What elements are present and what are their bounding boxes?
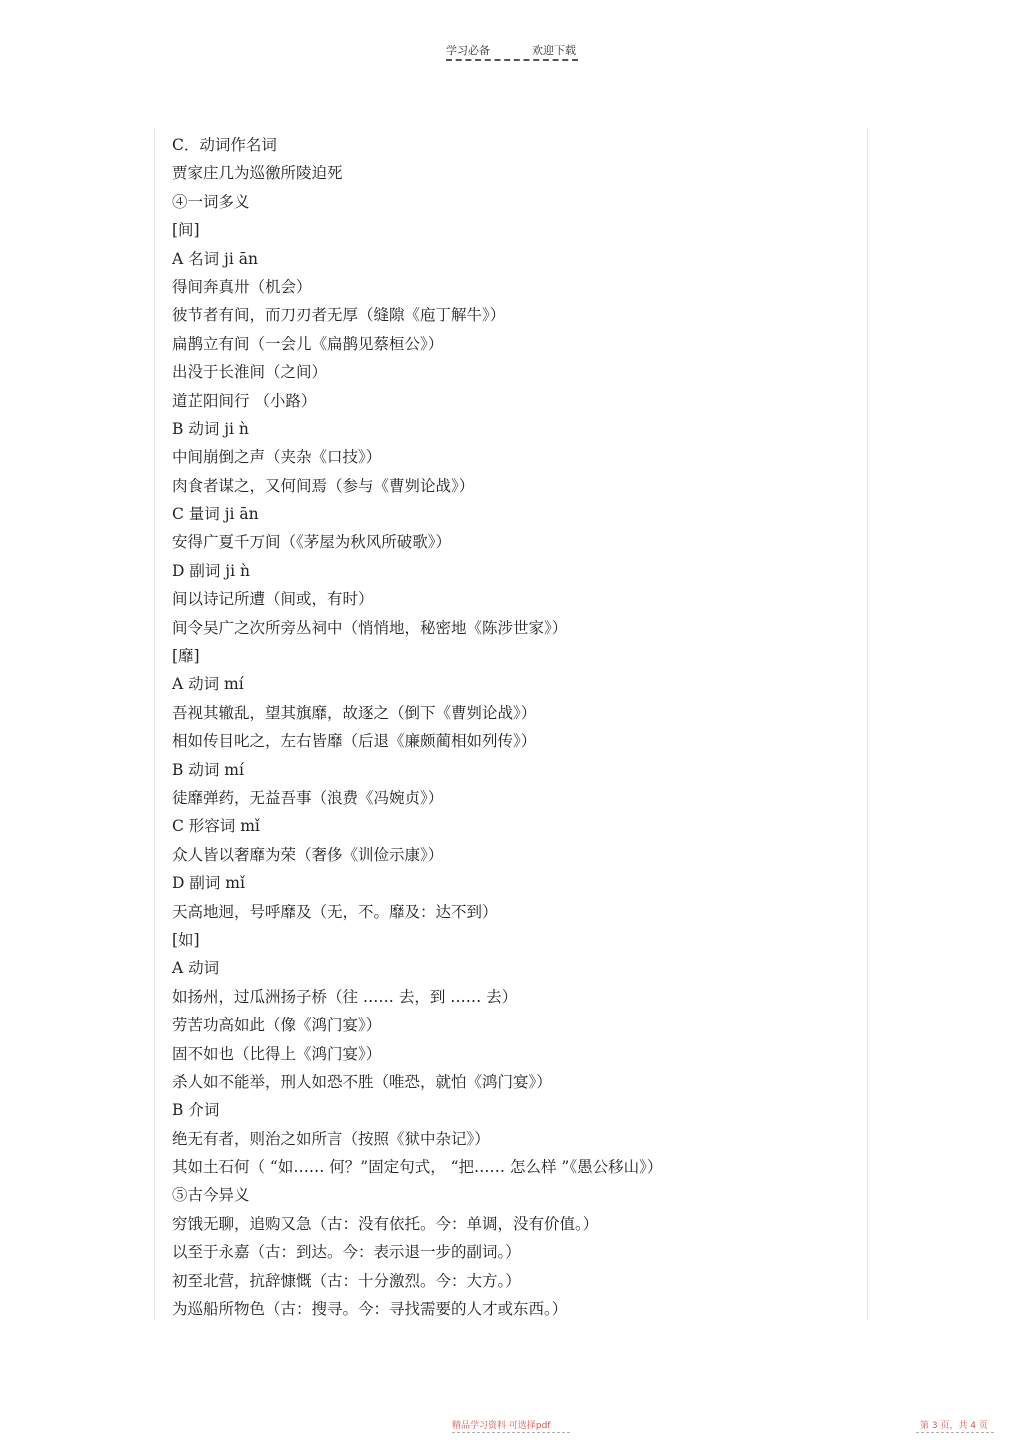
footer-left xyxy=(452,1418,550,1431)
text-line: C．动词作名词 xyxy=(172,136,277,154)
text-line: [靡] xyxy=(172,647,200,666)
text-line: 间令吴广之次所旁丛祠中（悄悄地，秘密地《陈涉世家》） xyxy=(172,618,568,637)
text-line: 肉食者谋之，又何间焉（参与《曹刿论战》） xyxy=(172,476,475,495)
footer-right xyxy=(920,1418,988,1431)
text-line: ④一词多义 xyxy=(172,192,250,211)
text-line: 中间崩倒之声（夹杂《口技》） xyxy=(172,448,382,467)
footer-left-dashed-rule xyxy=(452,1432,570,1433)
text-line: A 名词 ji ān xyxy=(172,249,258,268)
text-line: 如扬州，过瓜洲扬子桥（往 …… 去，到 …… 去） xyxy=(172,987,518,1006)
left-margin-rule xyxy=(154,128,155,1320)
text-line: 安得广夏千万间（《茅屋为秋风所破歌》） xyxy=(172,533,452,552)
text-line: C 量词 ji ān xyxy=(172,505,259,524)
text-line: 劳苦功高如此（像《鸿门宴》） xyxy=(172,1016,382,1035)
text-line: 为巡船所物色（古：搜寻。今：寻找需要的人才或东西。） xyxy=(172,1300,568,1319)
text-line: D 副词 ji ǹ xyxy=(172,561,250,580)
text-line: [间] xyxy=(172,221,200,240)
right-margin-rule xyxy=(867,128,868,1320)
text-line: 间以诗记所遭（间或，有时） xyxy=(172,590,374,609)
text-line: 穷饿无聊，追购又急（古：没有依托。今：单调，没有价值。） xyxy=(172,1214,599,1233)
text-line: ⑤古今异义 xyxy=(172,1186,250,1205)
text-line: 吾视其辙乱，望其旗靡，故逐之（倒下《曹刿论战》） xyxy=(172,703,537,722)
footer-right-dashed-rule xyxy=(916,1432,994,1433)
text-line: C 形容词 mǐ xyxy=(172,817,260,836)
text-line: 贾家庄几为巡徼所陵迫死 xyxy=(172,164,343,183)
text-line: A 动词 xyxy=(172,959,220,978)
text-line: 以至于永嘉（古：到达。今：表示退一步的副词。） xyxy=(172,1243,521,1262)
text-line: 绝无有者，则治之如所言（按照《狱中杂记》） xyxy=(172,1129,490,1148)
text-line: 天高地迥，号呼靡及（无，不。靡及：达不到） xyxy=(172,902,498,921)
text-line: 徒靡弹药，无益吾事（浪费《冯婉贞》） xyxy=(172,788,444,807)
header-right-text: 欢迎下载 xyxy=(532,44,576,57)
document-body xyxy=(172,131,862,1323)
text-line: 众人皆以奢靡为荣（奢侈《训俭示康》） xyxy=(172,845,444,864)
text-line: D 副词 mǐ xyxy=(172,874,245,893)
text-line: 初至北营，抗辞慷慨（古：十分激烈。今：大方。） xyxy=(172,1271,521,1290)
header-left-text: 学习必备 xyxy=(446,44,490,57)
text-line: 道芷阳间行 （小路） xyxy=(172,391,317,410)
text-line: B 动词 ji ǹ xyxy=(172,419,249,438)
text-line: 扁鹊立有间（一会儿《扁鹊见蔡桓公》） xyxy=(172,334,444,353)
text-line: A 动词 mí xyxy=(172,675,244,694)
text-line: 相如传目叱之，左右皆靡（后退《廉颇蔺相如列传》） xyxy=(172,732,537,751)
text-line: 其如土石何（ “如…… 何？”固定句式， “把…… 怎么样 ”《愚公移山》） xyxy=(172,1158,663,1177)
text-line: 出没于长淮间（之间） xyxy=(172,363,328,382)
text-line: [如] xyxy=(172,930,200,949)
header-dashed-rule xyxy=(446,59,578,61)
text-line: 杀人如不能举，刑人如恐不胜（唯恐，就怕《鸿门宴》） xyxy=(172,1072,552,1091)
text-line: 固不如也（比得上《鸿门宴》） xyxy=(172,1044,382,1063)
footer-left-text: 精品学习资料 可选择pdf xyxy=(452,1421,551,1431)
page-number: 第 3 页，共 4 页 xyxy=(920,1421,988,1431)
text-line: B 动词 mí xyxy=(172,760,244,779)
text-line: B 介词 xyxy=(172,1101,220,1120)
text-line: 彼节者有间，而刀刃者无厚（缝隙《庖丁解牛》） xyxy=(172,306,506,325)
text-line: 得间奔真卅（机会） xyxy=(172,277,312,296)
page-header xyxy=(446,40,581,62)
